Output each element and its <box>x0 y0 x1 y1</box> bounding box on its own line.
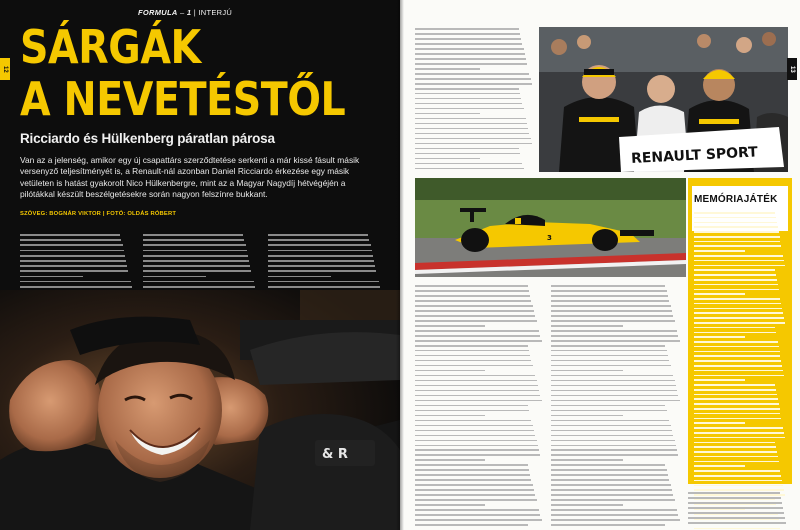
text-line <box>551 285 665 287</box>
text-line <box>415 365 533 367</box>
text-line <box>694 336 745 338</box>
text-line <box>415 469 529 471</box>
text-line <box>694 475 781 477</box>
text-line <box>694 260 784 262</box>
text-line <box>551 385 676 387</box>
text-line <box>415 474 530 476</box>
text-line <box>415 315 535 317</box>
text-line <box>551 474 668 476</box>
text-line <box>694 442 775 444</box>
text-line <box>694 461 779 463</box>
text-line <box>415 410 529 412</box>
text-line <box>551 370 623 372</box>
text-line <box>415 148 519 150</box>
text-line <box>694 422 745 424</box>
text-line <box>415 425 533 427</box>
text-line <box>694 375 784 377</box>
headline-line-1: SÁRGÁK <box>20 20 201 74</box>
text-line <box>20 260 126 262</box>
text-line <box>551 469 667 471</box>
page-number-right: 13 <box>787 58 797 80</box>
text-line <box>551 514 678 516</box>
text-line <box>694 360 781 362</box>
text-line <box>694 241 780 243</box>
text-line <box>551 509 677 511</box>
text-line <box>694 480 782 482</box>
text-line <box>143 270 251 272</box>
text-line <box>415 143 532 145</box>
text-line <box>415 310 534 312</box>
text-line <box>415 509 539 511</box>
text-line <box>415 93 520 95</box>
text-line <box>415 83 532 85</box>
text-line <box>415 494 535 496</box>
text-line <box>143 276 206 278</box>
text-line <box>694 379 745 381</box>
text-line <box>415 405 528 407</box>
text-line <box>694 370 783 372</box>
text-line <box>694 451 777 453</box>
text-line <box>694 226 778 228</box>
text-line <box>694 284 778 286</box>
text-line <box>415 63 527 65</box>
text-line <box>694 413 780 415</box>
text-line <box>694 274 776 276</box>
text-line <box>415 53 525 55</box>
text-line <box>694 231 779 233</box>
text-line <box>415 380 537 382</box>
text-line <box>551 459 623 461</box>
text-line <box>415 68 480 70</box>
text-line <box>415 300 531 302</box>
text-line <box>694 465 745 467</box>
text-line <box>551 335 678 337</box>
text-line <box>268 270 376 272</box>
text-line <box>268 239 369 241</box>
body-column-a <box>415 285 543 529</box>
text-line <box>694 222 777 224</box>
text-line <box>694 298 780 300</box>
text-line <box>551 320 675 322</box>
text-line <box>694 403 779 405</box>
text-line <box>551 449 677 451</box>
text-line <box>20 234 120 236</box>
text-line <box>694 432 784 434</box>
text-line <box>694 446 776 448</box>
text-line <box>415 415 485 417</box>
car-photo <box>415 178 686 277</box>
text-line <box>694 317 784 319</box>
headline-line-2: A NEVETÉSTŐL <box>20 72 346 126</box>
text-line <box>551 420 669 422</box>
text-line <box>20 265 127 267</box>
text-line <box>268 286 380 288</box>
sidebar-text <box>694 212 786 530</box>
text-line <box>694 303 781 305</box>
text-line <box>143 244 246 246</box>
car-number: 3 <box>547 234 552 242</box>
text-line <box>415 43 522 45</box>
text-line <box>551 355 668 357</box>
text-line <box>415 360 531 362</box>
text-line <box>415 325 485 327</box>
text-line <box>694 351 780 353</box>
text-line <box>551 425 671 427</box>
text-line <box>415 454 540 456</box>
text-line <box>20 286 132 288</box>
text-line <box>415 345 528 347</box>
text-line <box>143 255 248 257</box>
text-line <box>551 435 673 437</box>
text-line <box>551 484 671 486</box>
body-column-b <box>551 285 681 529</box>
text-line <box>415 98 521 100</box>
text-line <box>551 454 678 456</box>
text-line <box>688 517 785 519</box>
right-page <box>400 0 800 530</box>
svg-text:& R: & R <box>322 447 348 462</box>
text-line <box>551 380 675 382</box>
text-line <box>143 239 244 241</box>
text-line <box>415 133 529 135</box>
text-line <box>415 390 539 392</box>
text-line <box>143 250 247 252</box>
text-line <box>415 123 527 125</box>
text-line <box>415 158 480 160</box>
article-subtitle: Ricciardo és Hülkenberg páratlan párosa <box>20 131 275 146</box>
text-line <box>688 512 784 514</box>
text-line <box>143 260 249 262</box>
text-line <box>551 300 669 302</box>
text-line <box>694 245 781 247</box>
text-line <box>415 33 520 35</box>
category-name: INTERJÚ <box>198 8 233 17</box>
text-line <box>694 485 783 487</box>
text-line <box>694 394 777 396</box>
text-line <box>551 494 673 496</box>
text-line <box>415 335 540 337</box>
text-line <box>268 255 373 257</box>
text-line <box>415 285 528 287</box>
text-line <box>415 499 537 501</box>
text-line <box>20 244 123 246</box>
text-line <box>415 38 521 40</box>
text-line <box>415 464 528 466</box>
text-line <box>415 479 531 481</box>
text-line <box>694 456 778 458</box>
text-line <box>415 400 542 402</box>
text-line <box>268 260 374 262</box>
text-line <box>415 103 522 105</box>
page-number-left: 12 <box>0 58 10 80</box>
text-line <box>694 255 783 257</box>
text-line <box>551 440 675 442</box>
text-line <box>415 108 524 110</box>
text-line <box>694 322 785 324</box>
text-line <box>551 330 677 332</box>
text-line <box>694 217 776 219</box>
page-header <box>0 8 400 18</box>
text-line <box>551 489 672 491</box>
text-line <box>551 430 672 432</box>
text-line <box>415 163 522 165</box>
text-line <box>694 212 775 214</box>
text-line <box>551 310 672 312</box>
text-line <box>415 88 519 90</box>
text-line <box>551 375 673 377</box>
text-line <box>694 408 780 410</box>
text-line <box>415 113 480 115</box>
text-line <box>415 28 519 30</box>
text-line <box>694 293 745 295</box>
text-line <box>415 519 542 521</box>
text-line <box>20 250 124 252</box>
text-line <box>551 415 623 417</box>
text-line <box>694 427 783 429</box>
byline: SZÖVEG: BOGNÁR VIKTOR | FOTÓ: OLDÁS RÓBERT <box>20 211 177 217</box>
text-line <box>688 522 786 524</box>
text-line <box>415 78 531 80</box>
text-line <box>415 430 534 432</box>
text-line <box>143 234 243 236</box>
text-line <box>415 330 539 332</box>
text-line <box>551 405 665 407</box>
text-line <box>694 332 776 334</box>
text-line <box>551 290 667 292</box>
text-line <box>268 276 331 278</box>
memory-game-sidebar <box>688 178 792 484</box>
header-pipe: | <box>191 8 199 17</box>
text-line <box>694 470 780 472</box>
text-line <box>688 507 783 509</box>
issue-number: 1 <box>186 8 192 17</box>
section-label <box>138 8 232 17</box>
text-line <box>415 524 528 526</box>
text-line <box>551 400 680 402</box>
text-line <box>694 365 782 367</box>
text-line <box>268 265 375 267</box>
text-line <box>415 290 529 292</box>
ricciardo-photo <box>0 290 400 530</box>
text-line <box>688 502 782 504</box>
text-line <box>415 340 542 342</box>
section-name: FORMULA <box>138 8 178 17</box>
text-line <box>415 514 540 516</box>
text-line <box>268 250 372 252</box>
text-line <box>415 153 520 155</box>
team-photo <box>539 27 788 172</box>
text-line <box>694 269 775 271</box>
text-line <box>694 384 775 386</box>
text-line <box>415 484 533 486</box>
text-line <box>415 440 537 442</box>
text-line <box>415 489 534 491</box>
text-line <box>694 398 778 400</box>
text-line <box>551 464 665 466</box>
body-column-c <box>688 492 792 527</box>
text-line <box>415 370 485 372</box>
text-line <box>415 435 535 437</box>
text-line <box>551 340 680 342</box>
text-line <box>694 312 783 314</box>
text-line <box>694 528 780 530</box>
text-line <box>415 420 531 422</box>
text-line <box>694 489 784 491</box>
text-line <box>551 325 623 327</box>
text-line <box>415 168 524 170</box>
ricciardo-illustration <box>0 290 400 530</box>
text-line <box>415 73 529 75</box>
banner-text: RENAULT SPORT <box>630 144 759 168</box>
text-line <box>551 305 671 307</box>
text-line <box>415 385 538 387</box>
text-line <box>415 128 528 130</box>
text-line <box>694 308 782 310</box>
text-line <box>694 389 776 391</box>
text-line <box>694 250 745 252</box>
text-line <box>551 295 668 297</box>
article-lead: Van az a jelenség, amikor egy új csapattárs szerződtetése serkenti a már kissé fásult másik versenyző teljesítményét is, a Renault-nál azonban Daniel Ricciardo érkezése egy másik vetületen is hatást gyakorolt Nico Hülkenbergre, mint az a Magyar Nagydíj hétvégéjén a pilótákkal készült beszélgetésekre során nagyon felszínre bukkant. <box>20 155 360 200</box>
text-line <box>551 410 667 412</box>
text-line <box>20 281 131 283</box>
text-line <box>143 286 255 288</box>
text-line <box>551 445 676 447</box>
text-line <box>688 492 780 494</box>
text-line <box>551 345 665 347</box>
text-line <box>20 239 121 241</box>
text-line <box>20 255 125 257</box>
text-line <box>694 346 779 348</box>
text-line <box>415 449 539 451</box>
text-line <box>551 365 671 367</box>
text-line <box>694 437 785 439</box>
header-sep: – <box>177 8 187 17</box>
text-line <box>551 479 669 481</box>
text-line <box>694 279 777 281</box>
text-line <box>551 519 680 521</box>
car-illustration <box>415 178 686 277</box>
text-line <box>551 395 678 397</box>
body-column-top <box>415 28 533 173</box>
text-line <box>268 244 371 246</box>
text-line <box>415 305 533 307</box>
text-line <box>694 327 775 329</box>
text-line <box>415 48 524 50</box>
text-line <box>551 360 669 362</box>
text-line <box>415 459 485 461</box>
text-line <box>415 445 538 447</box>
text-line <box>415 504 485 506</box>
text-line <box>694 236 780 238</box>
text-line <box>268 234 368 236</box>
text-line <box>415 295 530 297</box>
text-line <box>20 270 128 272</box>
text-line <box>688 497 781 499</box>
text-line <box>415 395 540 397</box>
text-line <box>551 524 665 526</box>
text-line <box>415 350 529 352</box>
text-line <box>415 320 537 322</box>
text-line <box>143 281 254 283</box>
text-line <box>415 58 526 60</box>
text-line <box>694 355 780 357</box>
text-line <box>694 289 779 291</box>
text-line <box>551 350 667 352</box>
sidebar-title: MEMÓRIAJÁTÉK <box>694 194 778 205</box>
team-illustration <box>539 27 788 172</box>
text-line <box>415 118 526 120</box>
text-line <box>20 276 83 278</box>
text-line <box>694 265 785 267</box>
text-line <box>694 341 778 343</box>
text-line <box>415 138 531 140</box>
text-line <box>143 265 250 267</box>
text-line <box>551 504 623 506</box>
text-line <box>415 355 530 357</box>
text-line <box>551 390 677 392</box>
text-line <box>551 499 675 501</box>
text-line <box>268 281 379 283</box>
text-line <box>415 375 535 377</box>
text-line <box>694 418 781 420</box>
text-line <box>551 315 673 317</box>
